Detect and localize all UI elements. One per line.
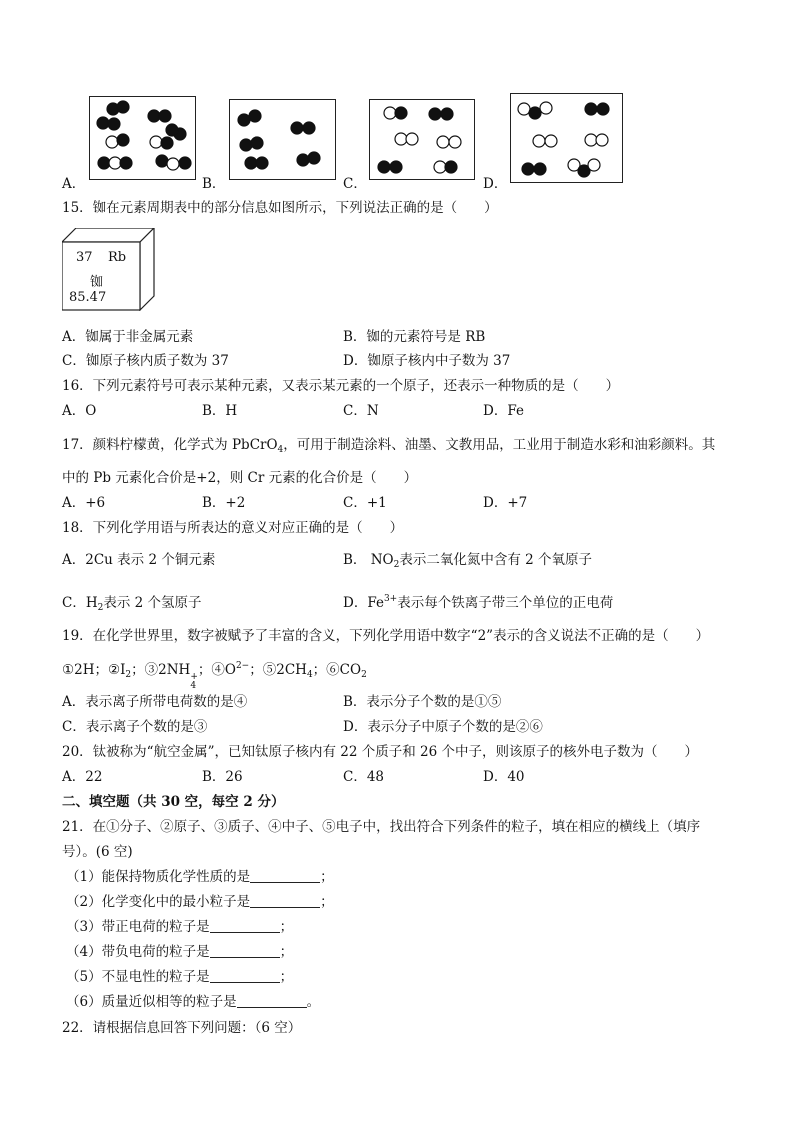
q15-option-d: D．铷原子核内中子数为 37 (343, 353, 511, 369)
q17-stem-line2: 中的 Pb 元素化合价是+2，则 Cr 元素的化合价是（ ） (62, 470, 418, 486)
q20-option-a: A．22 (62, 769, 103, 785)
cell-symbol: Rb (108, 250, 127, 265)
q18-option-c (62, 591, 202, 613)
q21-item-3 (66, 915, 293, 935)
q21-item-4 (66, 940, 293, 960)
q19-option-d: D．表示分子中原子个数的是②⑥ (343, 719, 543, 735)
q20-option-c: C．48 (343, 769, 385, 785)
q21-blank-5[interactable] (210, 970, 280, 983)
molecule-diagram-a (90, 97, 195, 179)
q17-stem-line1 (62, 433, 715, 455)
q17-option-b: B．+2 (202, 495, 246, 511)
q21-item-2-end: ； (320, 894, 334, 910)
q16-option-c: C．N (343, 403, 379, 419)
q21-blank-2[interactable] (250, 895, 320, 908)
q15-option-b: B．铷的元素符号是 RB (343, 329, 486, 345)
q21-stem-line1: 21．在①分子、②原子、③质子、④中子、⑤电子中，找出符合下列条件的粒子，填在相应的横线上（填序 (62, 819, 701, 835)
q18-option-d-sup: 3+ (383, 594, 398, 604)
q17-option-c: C．+1 (343, 495, 387, 511)
q19-f1-sub: 2 (125, 670, 132, 680)
q16-option-d: D．Fe (483, 403, 524, 419)
q21-blank-1[interactable] (250, 870, 320, 883)
q19-f3: ；④O (197, 662, 236, 678)
q18-option-c-sub: 2 (97, 603, 104, 613)
q17-option-d: D．+7 (483, 495, 528, 511)
q19-f5-sub: 2 (361, 670, 367, 680)
q19-f4: ；⑤2CH (249, 662, 307, 678)
q21-item-3-text: （3）带正电荷的粒子是 (66, 919, 210, 935)
q14-option-a-diagram (89, 96, 196, 180)
q14-option-b-diagram (229, 99, 336, 180)
q19-option-a: A．表示离子所带电荷数的是④ (62, 694, 248, 710)
q19-f4-sub: 4 (306, 670, 313, 680)
q21-item-3-end: ； (279, 919, 294, 935)
q18-stem: 18．下列化学用语与所表达的意义对应正确的是（ ） (62, 520, 404, 536)
q19-f1: ①2H；②I (62, 662, 126, 678)
q14-option-a-label: A． (62, 176, 86, 192)
q19-f3-sup: 2− (235, 661, 250, 671)
q19-option-b: B．表示分子个数的是①⑤ (343, 694, 502, 710)
q19-option-c: C．表示离子个数的是③ (62, 719, 208, 735)
q21-item-2-text: （2）化学变化中的最小粒子是 (66, 894, 251, 910)
q20-option-d: D．40 (483, 769, 525, 785)
q14-option-c-label: C． (343, 176, 367, 192)
q16-option-a: A．O (62, 403, 97, 419)
q14-option-d-label: D． (483, 176, 508, 192)
q20-option-b: B．26 (202, 769, 243, 785)
q18-option-d-post: 表示每个铁离子带三个单位的正电荷 (397, 595, 614, 611)
q21-item-4-end: ； (279, 944, 294, 960)
q19-stem: 19．在化学世界里，数字被赋予了丰富的含义，下列化学用语中数字“2”表示的含义说法不正确的是（ ） (62, 628, 710, 644)
q20-stem: 20．钛被称为“航空金属”，已知钛原子核内有 22 个质子和 26 个中子，则该原子的核外电子数为（ ） (62, 744, 699, 760)
q19-f5: ；⑥CO (312, 662, 362, 678)
q19-f2-sup: + (190, 672, 198, 682)
q18-option-b-post: 表示二氧化氮中含有 2 个氧原子 (399, 552, 592, 568)
q18-option-a: A．2Cu 表示 2 个铜元素 (62, 552, 216, 568)
q18-option-b-sub: 2 (393, 560, 400, 570)
q18-option-b (343, 548, 592, 570)
q21-item-6 (66, 990, 320, 1010)
cell-atomic-mass: 85.47 (69, 290, 107, 305)
q21-item-2 (66, 890, 334, 910)
q14-option-d-diagram (510, 93, 623, 183)
q21-item-5 (66, 965, 293, 985)
q21-stem-line2: 号）。(6 空) (62, 844, 133, 860)
q14-option-c-diagram (369, 99, 475, 180)
q14-option-b-label: B． (202, 176, 226, 192)
q17-option-a: A．+6 (62, 495, 106, 511)
q17-stem-pre: 17．颜料柠檬黄，化学式为 PbCrO (62, 437, 278, 453)
q21-item-1 (66, 865, 334, 885)
q19-f2: ；③2NH (131, 662, 191, 678)
q21-blank-3[interactable] (210, 920, 280, 933)
cell-atomic-number: 37 (76, 250, 93, 265)
q21-item-5-text: （5）不显电性的粒子是 (66, 969, 210, 985)
q18-option-c-pre: C．H (62, 595, 98, 611)
periodic-table-cell (62, 228, 157, 311)
q21-item-4-text: （4）带负电荷的粒子是 (66, 944, 210, 960)
q16-stem: 16．下列元素符号可表示某种元素，又表示某元素的一个原子，还表示一种物质的是（ ） (62, 378, 620, 394)
section-title-fill-in: 二、填空题（共 30 空，每空 2 分） (62, 794, 285, 810)
q19-f2-sub: 4 (190, 681, 197, 691)
q19-formulas (62, 658, 367, 691)
cell-element-name: 铷 (90, 275, 104, 290)
q21-item-5-end: ； (279, 969, 294, 985)
q21-item-6-end: 。 (306, 994, 321, 1010)
q17-stem-sub: 4 (277, 445, 284, 455)
q15-option-c: C．铷原子核内质子数为 37 (62, 353, 229, 369)
q21-item-6-text: （6）质量近似相等的粒子是 (66, 994, 237, 1010)
q18-option-c-post: 表示 2 个氢原子 (103, 595, 202, 611)
q18-option-d-pre: D．Fe (343, 595, 384, 611)
q17-stem-post: ，可用于制造涂料、油墨、文教用品，工业用于制造水彩和油彩颜料。其 (283, 437, 716, 453)
q21-item-1-text: （1）能保持物质化学性质的是 (66, 869, 251, 885)
q21-blank-6[interactable] (237, 995, 307, 1008)
q15-option-a: A．铷属于非金属元素 (62, 329, 194, 345)
molecule-diagram-b (230, 100, 335, 179)
q18-option-d (343, 591, 613, 611)
q18-option-b-pre: B． NO (343, 552, 394, 568)
q22-stem: 22．请根据信息回答下列问题：（6 空） (62, 1020, 302, 1036)
q15-stem: 15．铷在元素周期表中的部分信息如图所示，下列说法正确的是（ ） (62, 200, 498, 216)
q16-option-b: B．H (202, 403, 238, 419)
q21-item-1-end: ； (320, 869, 334, 885)
molecule-diagram-d (511, 94, 622, 182)
q19-f2-scripts (190, 673, 198, 691)
q21-blank-4[interactable] (210, 945, 280, 958)
molecule-diagram-c (370, 100, 474, 179)
